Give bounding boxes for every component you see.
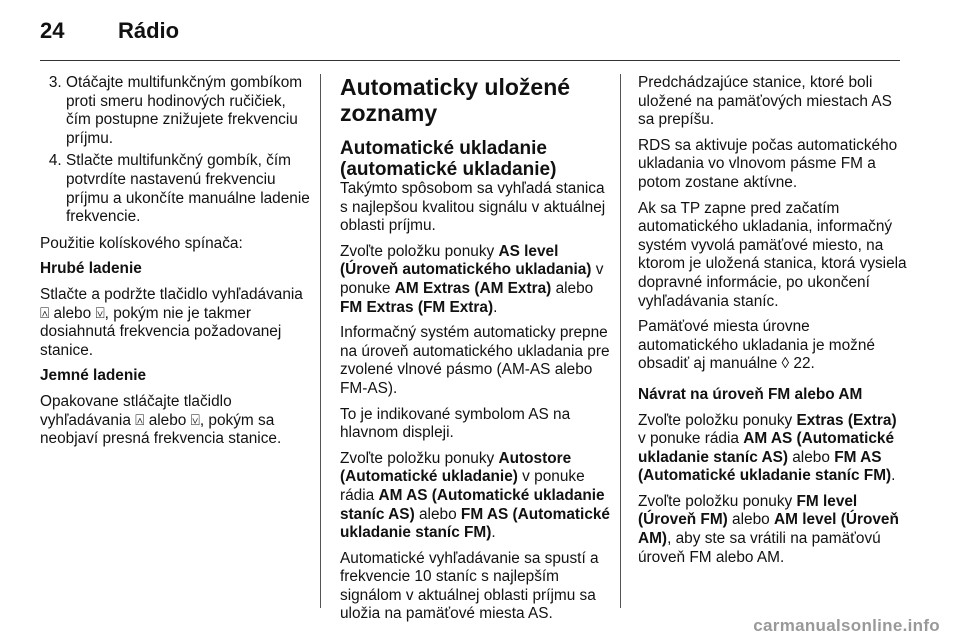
fine-tuning-heading: Jemné ladenie <box>40 367 147 385</box>
as-level-instruction: Zvoľte položku ponuky AS level (Úroveň automatického ukladania) v ponuke AM Extras (AM Extra) alebo FM Extras (FM Extra). <box>340 242 604 316</box>
header-rule <box>40 60 900 61</box>
as-symbol-text: To je indikované symbolom AS na hlavnom displeji. <box>340 405 571 442</box>
autostore-subtitle: Automatické ukladanie (automatické ukladanie) <box>340 138 557 180</box>
rocker-intro: Použitie kolískového spínača: <box>40 234 243 252</box>
auto-search-text: Automatické vyhľadávanie sa spustí a frekvencie 10 staníc s najlepším signálom v aktuálnej oblasti príjmu sa uložia na pamäťové miesta AS. <box>340 549 599 623</box>
column-2 <box>340 74 610 631</box>
column-divider-2 <box>620 74 621 608</box>
watermark: carmanualsonline.info <box>753 616 940 635</box>
overwrite-text: Predchádzajúce stanice, ktoré boli uložené na pamäťových miestach AS sa prepíšu. <box>638 74 892 129</box>
step-4: 4. Stlačte multifunkčný gombík, čím potvrdíte nastavenú frekvenciu príjmu a ukončíte manuálne ladenie frekvencie. <box>66 152 310 226</box>
page-reference-icon: ◊ <box>781 355 790 373</box>
page-header <box>0 0 960 62</box>
rds-text: RDS sa aktivuje počas automatického ukladania vo vlnovom pásme FM a potom zostane aktívne. <box>638 136 898 191</box>
column-divider-1 <box>320 74 321 608</box>
column-3 <box>638 74 908 574</box>
auto-switch-text: Informačný systém automaticky prepne na úroveň automatického ukladania pre zvolené vlnové pásmo (AM-AS alebo FM-AS). <box>340 324 610 397</box>
step-list <box>40 74 310 227</box>
autostore-instruction: Zvoľte položku ponuky Autostore (Automatické ukladanie) v ponuke rádia AM AS (Automatické ukladanie staníc AS) alebo FM AS (Automatické ukladanie staníc FM). <box>340 449 610 542</box>
level-instruction: Zvoľte položku ponuky FM level (Úroveň FM) alebo AM level (Úroveň AM), aby ste sa vrátili na pamäťovú úroveň FM alebo AM. <box>638 492 899 566</box>
autostore-intro: Takýmto spôsobom sa vyhľadá stanica s najlepšou kvalitou signálu v aktuálnej oblasti príjmu. <box>340 180 606 235</box>
section-title: Rádio <box>118 18 180 43</box>
column-1 <box>40 74 310 456</box>
return-heading: Návrat na úroveň FM alebo AM <box>638 385 863 403</box>
page-number: 24 <box>40 18 65 43</box>
coarse-tuning-heading: Hrubé ladenie <box>40 260 142 278</box>
manual-store-text: Pamäťové miesta úrovne automatického ukladania je možné obsadiť aj manuálne ◊ 22. <box>638 318 875 373</box>
extras-instruction: Zvoľte položku ponuky Extras (Extra) v ponuke rádia AM AS (Automatické ukladanie staníc AS) alebo FM AS (Automatické ukladanie staníc FM). <box>638 411 897 485</box>
step-3: 3. Otáčajte multifunkčným gombíkom proti smeru hodinových ručičiek, čím postupne znižujete frekvenciu príjmu. <box>66 74 310 148</box>
tp-text: Ak sa TP zapne pred začatím automatického ukladania, informačný systém vyvolá pamäťové miesto, na ktorom je uložená stanica, ktorá vysiela dopravné informácie, po ukončení vyhľadávania staníc. <box>638 199 907 310</box>
fine-tuning-text: Opakovane stláčajte tlačidlo vyhľadávania ⍓ alebo ⍌, pokým sa neobjaví presná frekvencia stanice. <box>40 392 282 448</box>
autostore-title: Automaticky uložené zoznamy <box>340 74 571 126</box>
coarse-tuning-text: Stlačte a podržte tlačidlo vyhľadávania ⍓ alebo ⍌, pokým nie je takmer dosiahnutá frekvencia požadovanej stanice. <box>40 285 303 359</box>
